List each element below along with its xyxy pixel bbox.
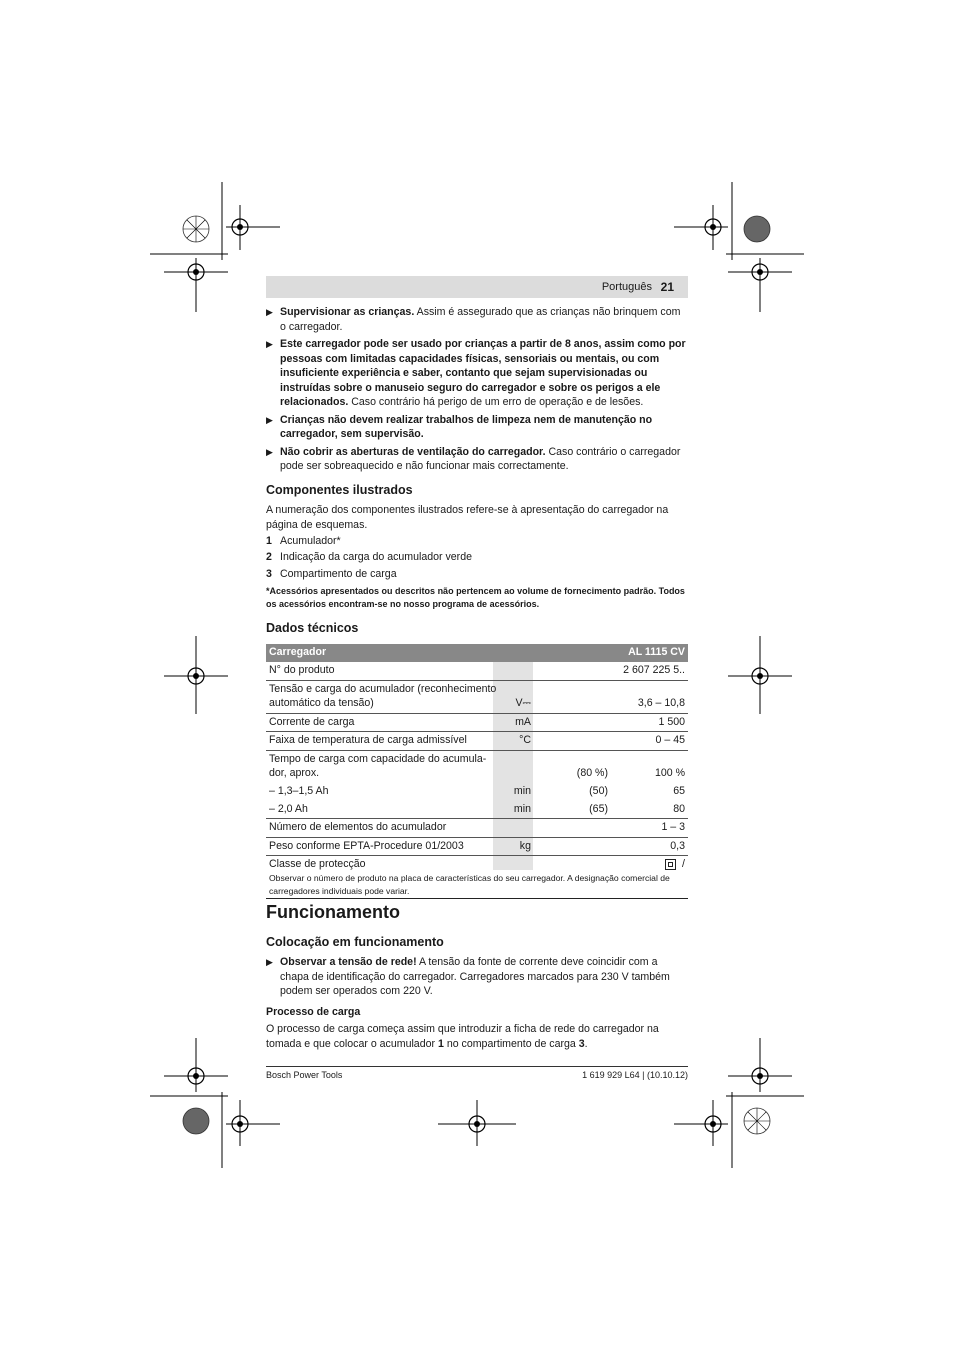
- row-unit: min: [493, 785, 533, 797]
- col-100-percent: 100 %: [654, 767, 685, 779]
- bullet-text: Caso contrário o carregador pode ser sobreaquecido e não funcionar mais correctamente.: [280, 445, 681, 472]
- tech-title: Dados técnicos: [266, 621, 359, 635]
- component-num: 2: [266, 551, 272, 563]
- component-label: Indicação da carga do acumulador verde: [280, 551, 472, 563]
- subrow-value-100: 80: [673, 803, 685, 815]
- row-value: /: [682, 858, 685, 870]
- table-header: [266, 644, 688, 662]
- subrow-label: – 2,0 Ah: [269, 803, 308, 815]
- page-footer: [266, 1066, 688, 1080]
- row-label: Peso conforme EPTA-Procedure 01/2003: [269, 840, 464, 852]
- accessory-footnote: *Acessórios apresentados ou descritos não pertencem ao volume de fornecimento padrão. Todos os acessórios encontram-se no nosso programa de acessórios.: [266, 586, 685, 609]
- row-unit: min: [493, 803, 533, 815]
- table-row: [266, 838, 688, 856]
- ref-number: 3: [578, 1037, 585, 1050]
- ref-number: 1: [437, 1037, 444, 1050]
- component-item: [266, 535, 341, 547]
- component-label: Acumulador*: [280, 535, 341, 547]
- table-row: [266, 732, 688, 751]
- table-row-charge-time: [266, 751, 688, 819]
- operation-bullet: [266, 955, 688, 999]
- page-number: 21: [660, 280, 674, 294]
- component-item: [266, 551, 472, 563]
- table-row: [266, 714, 688, 732]
- components-title: Componentes ilustrados: [266, 483, 413, 497]
- component-num: 3: [266, 568, 272, 580]
- subsection-title: Colocação em funcionamento: [266, 935, 444, 949]
- bullet-triangle-icon: ▶: [266, 957, 273, 967]
- bullet-item: [266, 445, 688, 474]
- bullet-triangle-icon: ▶: [266, 446, 273, 457]
- bullet-bold: Supervisionar as crianças.: [280, 306, 415, 318]
- bullet-text: Caso contrário há perigo de um erro de operação e de lesões.: [348, 396, 644, 408]
- bullet-item: [266, 305, 688, 334]
- process-text-part: no compartimento de carga: [443, 1037, 579, 1050]
- col-80-percent: (80 %): [576, 767, 608, 779]
- bullet-item: [266, 955, 688, 999]
- row-unit: V⎓: [493, 697, 533, 710]
- row-label: N° do produto: [269, 664, 335, 676]
- process-text-part: .: [584, 1037, 588, 1050]
- row-unit: kg: [493, 840, 533, 852]
- bullet-bold: Não cobrir as aberturas de ventilação do carregador.: [280, 445, 546, 458]
- protection-class-ii-icon: [665, 859, 676, 870]
- row-label: Tensão e carga do acumulador (reconhecimento: [269, 683, 497, 695]
- components-intro: A numeração dos componentes ilustrados refere-se à apresentação do carregador na página de esquemas.: [266, 504, 669, 531]
- row-value: 1 – 3: [661, 821, 685, 833]
- bullet-item: [266, 337, 688, 410]
- bullet-text: A tensão da fonte de corrente deve coincidir com a chapa de identificação do carregador. Carregadores marcados para 230 V também podem ser operados com 220 V.: [280, 956, 670, 997]
- subrow-label: – 1,3–1,5 Ah: [269, 785, 329, 797]
- page-header: [266, 276, 688, 298]
- table-row: [266, 681, 688, 714]
- subrow-value-80: (65): [589, 803, 608, 815]
- row-value: 0 – 45: [655, 734, 685, 746]
- row-value: 2 607 225 5..: [623, 664, 685, 676]
- bullet-triangle-icon: ▶: [266, 307, 273, 317]
- bullet-bold: Este carregador pode ser usado por crianças a partir de 8 anos, assim como por pessoas com limitadas capacidades físicas, sensoriais ou mentais, ou com insuficiente experiência e saber, contanto que sejam supervisionadas ou instruídas sobre o manuseio seguro do carregador e sobre os perigos a ele relacionados.: [280, 338, 686, 408]
- header-language: Português: [601, 281, 652, 293]
- subrow-value-100: 65: [673, 785, 685, 797]
- row-label-cont: dor, aprox.: [269, 767, 320, 779]
- table-row: [266, 856, 688, 899]
- row-label: Faixa de temperatura de carga admissível: [269, 734, 467, 746]
- tech-table: [266, 644, 688, 899]
- header-col-charger: Carregador: [269, 646, 327, 658]
- table-note: Observar o número de produto na placa de características do seu carregador. A designação comercial de carregadores individuais pode variar.: [269, 873, 670, 896]
- safety-bullets: [266, 305, 688, 474]
- process-title: Processo de carga: [266, 1006, 361, 1018]
- bullet-bold: Crianças não devem realizar trabalhos de limpeza nem de manutenção no carregador, sem supervisão.: [280, 413, 653, 440]
- row-label: Corrente de carga: [269, 716, 355, 728]
- bullet-triangle-icon: ▶: [266, 414, 273, 425]
- row-unit: mA: [493, 716, 533, 728]
- table-row: [266, 819, 688, 838]
- row-value: 1 500: [658, 716, 685, 728]
- footer-brand: Bosch Power Tools: [266, 1070, 343, 1080]
- row-label: Classe de protecção: [269, 858, 366, 870]
- bullet-text: Assim é assegurado que as crianças não brinquem com o carregador.: [280, 306, 681, 333]
- footer-doc-id: 1 619 929 L64 | (10.10.12): [582, 1070, 688, 1080]
- bullet-bold: Observar a tensão de rede!: [280, 956, 417, 968]
- subrow-value-80: (50): [589, 785, 608, 797]
- process-text-part: O processo de carga começa assim que introduzir a ficha de rede do carregador na tomada e que colocar o acumulador: [266, 1023, 659, 1050]
- header-col-model: AL 1115 CV: [628, 646, 685, 658]
- bullet-item: [266, 413, 688, 442]
- table-row: [266, 662, 688, 681]
- bullet-triangle-icon: ▶: [266, 339, 273, 349]
- row-label-cont: automático da tensão): [269, 697, 374, 709]
- row-label: Número de elementos do acumulador: [269, 821, 447, 833]
- process-text: [266, 1022, 688, 1051]
- section-title: Funcionamento: [266, 902, 400, 922]
- row-value: 0,3: [670, 840, 685, 852]
- component-item: [266, 568, 397, 580]
- component-num: 1: [266, 535, 272, 547]
- row-label: Tempo de carga com capacidade do acumula-: [269, 753, 487, 765]
- row-unit: °C: [493, 734, 533, 746]
- row-value: 3,6 – 10,8: [637, 697, 685, 709]
- component-label: Compartimento de carga: [280, 568, 397, 580]
